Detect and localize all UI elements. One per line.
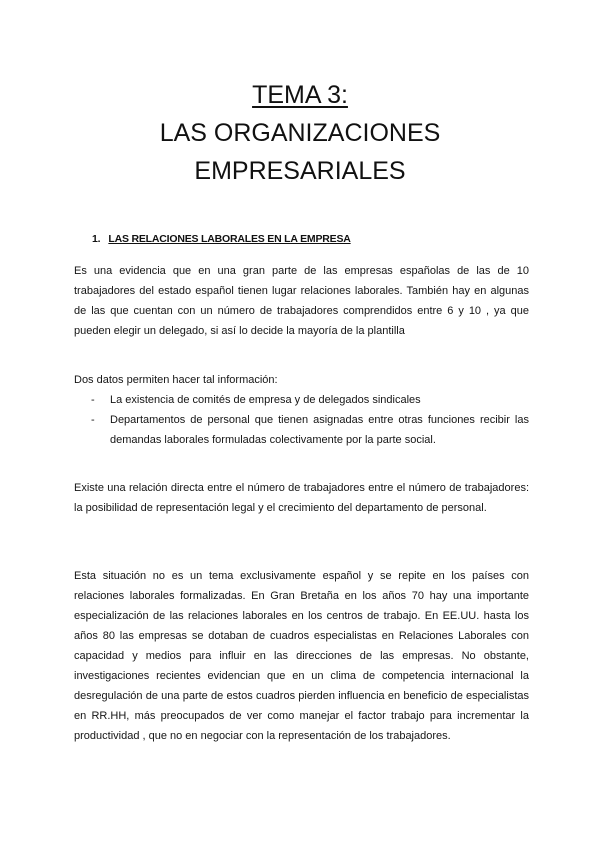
bullet-dash: -	[91, 394, 95, 406]
bullet-dash: -	[91, 414, 95, 426]
bullet-list	[74, 390, 529, 450]
paragraph-3	[74, 478, 529, 518]
section-heading-text: LAS RELACIONES LABORALES EN LA EMPRESA	[108, 233, 351, 245]
paragraph-3-text: Existe una relación directa entre el número de trabajadores entre el número de trabajadores: la posibilidad de representación legal y el crecimiento del departamento de personal.	[74, 482, 529, 514]
paragraph-4	[74, 566, 529, 746]
title-line-2: LAS ORGANIZACIONES	[159, 119, 441, 147]
title-line-1: TEMA 3:	[252, 81, 348, 109]
list-item	[74, 390, 529, 410]
section-heading	[92, 233, 351, 245]
paragraph-2-text: Dos datos permiten hacer tal información:	[74, 374, 278, 386]
paragraph-1-text: Es una evidencia que en una gran parte de las empresas españolas de las de 10 trabajadores del estado español tienen lugar relaciones laborales. También hay en algunas de las que cuentan con un número de trabajadores comprendidos entre 6 y 10 , ya que pueden elegir un delegado, si así lo decide la mayoría de la plantilla	[74, 265, 529, 337]
list-item-text: Departamentos de personal que tienen asignadas entre otras funciones recibir las demandas laborales formuladas colectivamente por la parte social.	[110, 414, 529, 446]
list-item	[74, 410, 529, 450]
paragraph-2	[74, 370, 529, 390]
section-number: 1.	[92, 233, 101, 245]
paragraph-1	[74, 261, 529, 341]
document-title	[0, 76, 600, 190]
title-line-3: EMPRESARIALES	[194, 157, 406, 185]
paragraph-4-text: Esta situación no es un tema exclusivamente español y se repite en los países con relaciones laborales formalizadas. En Gran Bretaña en los años 70 hay una importante especialización de las relaciones laborales en los centros de trabajo. En EE.UU. hasta los años 80 las empresas se dotaban de cuadros especialistas en Relaciones Laborales con capacidad y medios para influir en las direcciones de las empresas. No obstante, investigaciones recientes evidencian que en un clima de competencia internacional la desregulación de una parte de estos cuadros pierden influencia en beneficio de especialistas en RR.HH, más preocupados de ver como manejar el factor trabajo para incrementar la productividad , que no en negociar con la representación de los trabajadores.	[74, 570, 529, 742]
list-item-text: La existencia de comités de empresa y de delegados sindicales	[110, 394, 421, 406]
